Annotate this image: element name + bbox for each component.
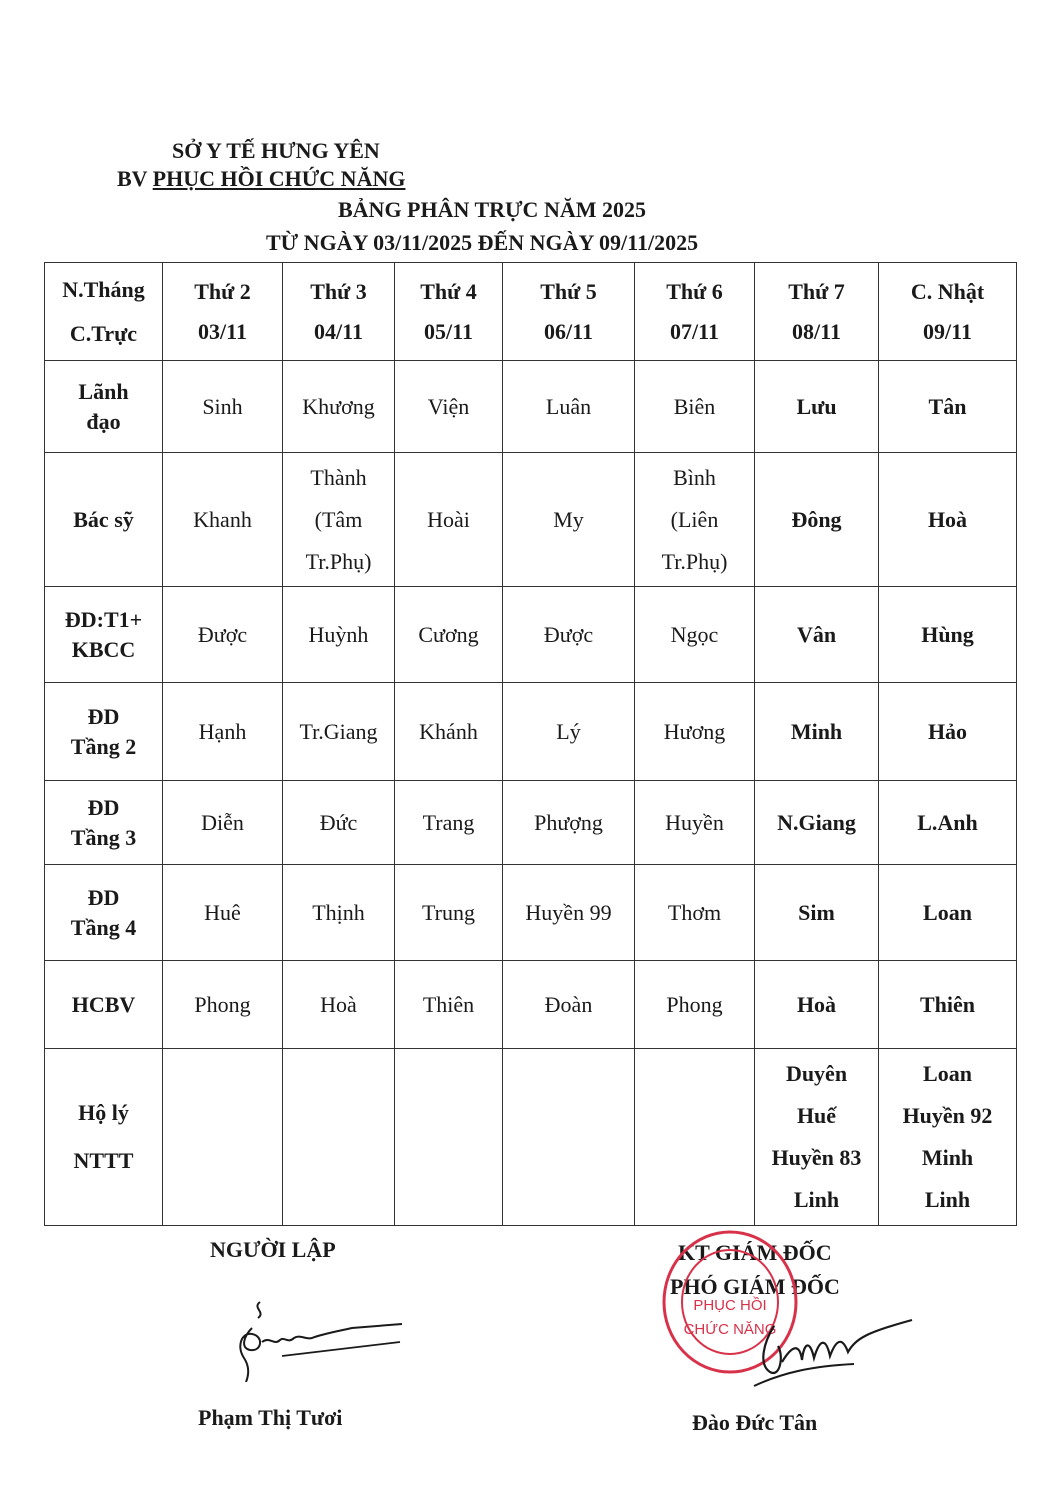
day-date: 06/11	[544, 318, 593, 344]
duty-cell	[163, 961, 283, 1049]
duty-cell	[635, 683, 755, 781]
duty-role	[45, 781, 163, 865]
staff-name: Hoài	[427, 506, 470, 532]
staff-name: Khương	[302, 393, 375, 419]
duty-cell	[283, 453, 395, 587]
duty-role-line: Tầng 2	[70, 733, 137, 759]
duty-role-line: NTTT	[73, 1147, 134, 1173]
duty-role	[45, 453, 163, 587]
header-row	[45, 263, 1017, 361]
duty-role-line: Tầng 4	[70, 914, 137, 940]
staff-name: Ngọc	[670, 622, 719, 648]
duty-cell	[635, 1049, 755, 1225]
duty-cell	[395, 865, 503, 961]
duty-role-line: Lãnh	[78, 378, 129, 404]
staff-name: Hương	[663, 719, 726, 745]
duty-cell	[503, 865, 635, 961]
duty-cell	[283, 587, 395, 683]
staff-name: Sim	[798, 900, 835, 926]
stamp-text-line: PHỤC HỒI	[693, 1297, 767, 1314]
roster-row	[45, 587, 1017, 683]
day-date: 03/11	[198, 318, 247, 344]
roster-row	[45, 865, 1017, 961]
duty-cell	[283, 961, 395, 1049]
duty-role-line: ĐD	[87, 795, 120, 821]
staff-name: Thiên	[919, 992, 976, 1018]
duty-role-line: HCBV	[71, 992, 136, 1018]
day-header	[395, 263, 503, 361]
day-name: Thứ 2	[194, 278, 251, 304]
duty-role-line: KBCC	[71, 636, 136, 662]
duty-cell	[755, 781, 879, 865]
staff-name: Biên	[673, 393, 716, 419]
duty-cell	[503, 587, 635, 683]
approver-title-2: PHÓ GIÁM ĐỐC	[670, 1274, 840, 1299]
staff-name: Viện	[427, 393, 470, 419]
staff-name: Được	[197, 622, 248, 648]
staff-name: Sinh	[202, 393, 243, 419]
duty-cell	[163, 361, 283, 453]
duty-role-line: đạo	[86, 408, 121, 434]
roster-body	[45, 361, 1017, 1226]
staff-name: Loan	[923, 900, 972, 926]
authority-name: SỞ Y TẾ HƯNG YÊN	[172, 138, 380, 163]
staff-name: Hoà	[927, 506, 968, 532]
day-header	[755, 263, 879, 361]
duty-cell	[395, 587, 503, 683]
duty-cell	[283, 361, 395, 453]
creator-signature	[222, 1298, 408, 1382]
duty-cell	[635, 865, 755, 961]
staff-name: Khanh	[193, 506, 252, 532]
approver-name: Đào Đức Tân	[692, 1410, 818, 1435]
staff-name: Lưu	[796, 393, 837, 419]
staff-name: Thành	[310, 465, 367, 490]
staff-name: Hoà	[796, 992, 837, 1018]
duty-cell	[755, 683, 879, 781]
staff-name: Huyền	[665, 810, 724, 836]
duty-cell	[879, 587, 1017, 683]
duty-cell	[283, 865, 395, 961]
duty-cell	[879, 453, 1017, 587]
staff-name: Tr.Giang	[299, 719, 378, 745]
duty-cell	[503, 361, 635, 453]
duty-role-line: ĐD:T1+	[64, 607, 143, 633]
roster-row	[45, 1049, 1017, 1225]
staff-name: Minh	[921, 1144, 974, 1170]
day-date: 07/11	[670, 318, 719, 344]
staff-name: N.Giang	[777, 810, 856, 836]
duty-cell	[879, 683, 1017, 781]
staff-name: Minh	[790, 719, 843, 745]
staff-name: Phong	[194, 992, 251, 1018]
day-name: Thứ 4	[420, 278, 477, 304]
staff-name: Huỳnh	[308, 622, 369, 648]
duty-cell	[635, 781, 755, 865]
roster-row	[45, 781, 1017, 865]
day-date: 04/11	[314, 318, 363, 344]
duty-cell	[283, 683, 395, 781]
duty-cell	[635, 361, 755, 453]
duty-role	[45, 361, 163, 453]
staff-name: (Tâm	[314, 506, 363, 532]
duty-cell	[879, 1049, 1017, 1225]
staff-name: Tr.Phụ)	[305, 548, 372, 574]
day-header	[283, 263, 395, 361]
duty-cell	[503, 683, 635, 781]
creator-name: Phạm Thị Tươi	[198, 1405, 343, 1430]
duty-cell	[755, 361, 879, 453]
staff-name: Huế	[796, 1103, 837, 1129]
staff-name: Linh	[793, 1186, 840, 1212]
duty-cell	[755, 587, 879, 683]
duty-role-line: ĐD	[87, 885, 120, 911]
duty-role-line: Bác sỹ	[73, 506, 134, 532]
duty-roster-table	[44, 262, 1017, 1226]
duty-cell	[163, 1049, 283, 1225]
staff-name: Đức	[319, 810, 358, 836]
day-name: Thứ 6	[666, 278, 723, 304]
staff-name: Duyên	[785, 1061, 848, 1087]
staff-name: Thịnh	[312, 900, 365, 926]
staff-name: Luân	[545, 393, 592, 419]
duty-cell	[503, 781, 635, 865]
day-date: 09/11	[923, 318, 972, 344]
duty-cell	[635, 453, 755, 587]
document-subtitle: TỪ NGÀY 03/11/2025 ĐẾN NGÀY 09/11/2025	[266, 230, 699, 255]
duty-role-line: Hộ lý	[78, 1100, 129, 1126]
staff-name: Huyền 83	[771, 1144, 862, 1170]
roster-row	[45, 683, 1017, 781]
duty-role	[45, 1049, 163, 1225]
hospital-name	[117, 166, 405, 192]
staff-name: Tr.Phụ)	[661, 548, 728, 574]
staff-name: Hạnh	[198, 719, 247, 745]
duty-cell	[879, 781, 1017, 865]
roster-row	[45, 961, 1017, 1049]
duty-cell	[395, 361, 503, 453]
staff-name: (Liên	[670, 506, 719, 532]
staff-name: Thiên	[422, 992, 475, 1018]
staff-name: Bình	[673, 465, 716, 490]
duty-cell	[395, 683, 503, 781]
staff-name: Trung	[422, 900, 475, 926]
duty-cell	[755, 453, 879, 587]
staff-name: Huyền 99	[525, 900, 612, 926]
duty-cell	[395, 781, 503, 865]
day-header	[163, 263, 283, 361]
staff-name: Lý	[556, 719, 581, 745]
duty-cell	[755, 961, 879, 1049]
duty-role-line: ĐD	[87, 704, 120, 730]
roster-row	[45, 361, 1017, 453]
duty-role	[45, 961, 163, 1049]
duty-cell	[755, 865, 879, 961]
corner-line: C.Trực	[69, 320, 138, 346]
duty-cell	[395, 453, 503, 587]
duty-cell	[283, 1049, 395, 1225]
staff-name: Hảo	[927, 719, 968, 745]
day-header	[503, 263, 635, 361]
duty-cell	[879, 961, 1017, 1049]
staff-name: Huê	[204, 900, 241, 926]
staff-name: Trang	[422, 810, 475, 836]
approver-signature	[744, 1312, 924, 1392]
duty-cell	[879, 865, 1017, 961]
staff-name: Huyền 92	[902, 1103, 993, 1129]
day-header	[879, 263, 1017, 361]
duty-cell	[755, 1049, 879, 1225]
staff-name: Tân	[928, 393, 967, 419]
staff-name: Phong	[666, 992, 723, 1018]
approver-title-1: KT GIÁM ĐỐC	[678, 1240, 832, 1265]
staff-name: Phượng	[534, 810, 603, 836]
corner-line: N.Tháng	[62, 276, 145, 302]
day-date: 08/11	[792, 318, 841, 344]
day-name: Thứ 7	[788, 278, 845, 304]
duty-cell	[163, 781, 283, 865]
staff-name: Vân	[796, 622, 837, 648]
day-name: C. Nhật	[910, 278, 985, 304]
staff-name: Linh	[924, 1186, 971, 1212]
staff-name: My	[553, 506, 584, 532]
corner-header	[45, 263, 163, 361]
duty-cell	[503, 453, 635, 587]
duty-role	[45, 683, 163, 781]
duty-cell	[635, 587, 755, 683]
duty-role	[45, 587, 163, 683]
duty-cell	[503, 1049, 635, 1225]
day-header	[635, 263, 755, 361]
staff-name: Đông	[791, 506, 842, 532]
duty-cell	[283, 781, 395, 865]
document-title: BẢNG PHÂN TRỰC NĂM 2025	[338, 197, 646, 222]
duty-cell	[163, 865, 283, 961]
duty-cell	[395, 1049, 503, 1225]
duty-cell	[163, 453, 283, 587]
staff-name: Đoàn	[544, 992, 593, 1018]
day-name: Thứ 3	[310, 278, 367, 304]
roster-row	[45, 453, 1017, 587]
staff-name: Diễn	[201, 810, 244, 836]
duty-cell	[395, 961, 503, 1049]
staff-name: Hùng	[921, 622, 974, 648]
staff-name: L.Anh	[917, 810, 978, 836]
staff-name: Khánh	[419, 719, 478, 745]
staff-name: Hoà	[320, 992, 357, 1018]
duty-cell	[163, 683, 283, 781]
staff-name: Cương	[418, 622, 479, 648]
duty-cell	[163, 587, 283, 683]
hospital-name-underlined: PHỤC HỒI CHỨC NĂNG	[152, 166, 406, 191]
day-name: Thứ 5	[540, 278, 597, 304]
duty-cell	[635, 961, 755, 1049]
staff-name: Thơm	[667, 900, 722, 926]
duty-cell	[879, 361, 1017, 453]
hospital-prefix: BV	[117, 166, 153, 191]
duty-role-line: Tầng 3	[70, 824, 137, 850]
staff-name: Được	[543, 622, 594, 648]
stamp-text-line: CHỨC NĂNG	[683, 1321, 777, 1338]
staff-name: Loan	[923, 1061, 972, 1087]
duty-cell	[503, 961, 635, 1049]
creator-title: NGƯỜI LẬP	[210, 1237, 336, 1262]
duty-role	[45, 865, 163, 961]
day-date: 05/11	[424, 318, 473, 344]
